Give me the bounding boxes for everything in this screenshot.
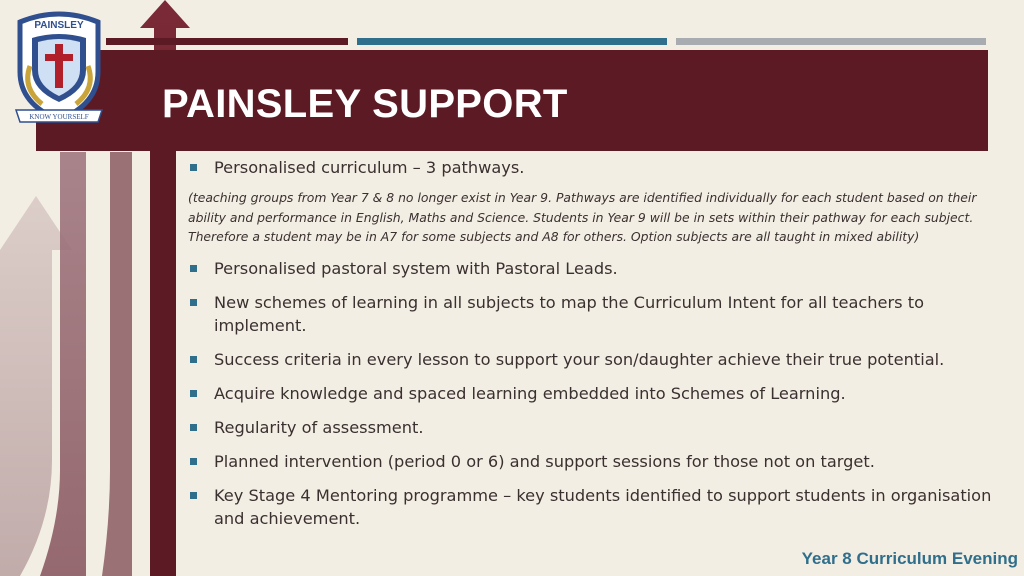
pathways-note: (teaching groups from Year 7 & 8 no longer exist in Year 9. Pathways are identified individually for each student based on their ability and performance in English, Maths and Science. Students in Year 9 will be in sets within their pathway for each subject. Therefore a student may be in A7 for some subjects and A8 for others. Option subjects are all taught in mixed ability) xyxy=(188,190,977,244)
list-item xyxy=(188,257,1010,280)
list-item-text: Planned intervention (period 0 or 6) and support sessions for those not on target. xyxy=(214,451,875,471)
top-rule-maroon xyxy=(106,38,348,45)
page-title: PAINSLEY SUPPORT xyxy=(162,82,568,126)
crest-banner-text: KNOW YOURSELF xyxy=(29,113,89,121)
list-item-text: Personalised curriculum – 3 pathways. xyxy=(214,158,525,177)
arrow-shape-3 xyxy=(102,152,132,576)
list-item-text: New schemes of learning in all subjects to map the Curriculum Intent for all teachers to implement. xyxy=(214,292,924,335)
list-item xyxy=(188,382,1010,405)
list-item-text: Regularity of assessment. xyxy=(214,417,424,437)
footer-label: Year 8 Curriculum Evening xyxy=(801,549,1018,568)
list-item xyxy=(188,416,1010,439)
top-rule-teal xyxy=(357,38,667,45)
bullet-square-icon xyxy=(190,265,197,272)
crest-top-text: PAINSLEY xyxy=(34,20,84,31)
list-item-text: Key Stage 4 Mentoring programme – key students identified to support students in organisation and achievement. xyxy=(214,485,992,528)
list-item xyxy=(188,291,1010,337)
top-rule-grey xyxy=(676,38,986,45)
list-item-text: Success criteria in every lesson to support your son/daughter achieve their true potential. xyxy=(214,349,945,369)
bullet-square-icon xyxy=(190,299,197,306)
bullet-square-icon xyxy=(190,356,197,363)
bullet-square-icon xyxy=(190,492,197,499)
bullet-square-icon xyxy=(190,458,197,465)
content-list xyxy=(188,156,1010,530)
list-item xyxy=(188,484,1010,530)
arrow-connector xyxy=(150,150,176,576)
school-crest-logo xyxy=(12,8,106,126)
bullet-square-icon xyxy=(190,164,197,171)
list-item xyxy=(188,156,1010,179)
bullet-square-icon xyxy=(190,424,197,431)
list-item-text: Personalised pastoral system with Pastoral Leads. xyxy=(214,258,618,278)
bullet-square-icon xyxy=(190,390,197,397)
list-item-text: Acquire knowledge and spaced learning embedded into Schemes of Learning. xyxy=(214,383,846,403)
list-item xyxy=(188,348,1010,371)
list-item xyxy=(188,450,1010,473)
